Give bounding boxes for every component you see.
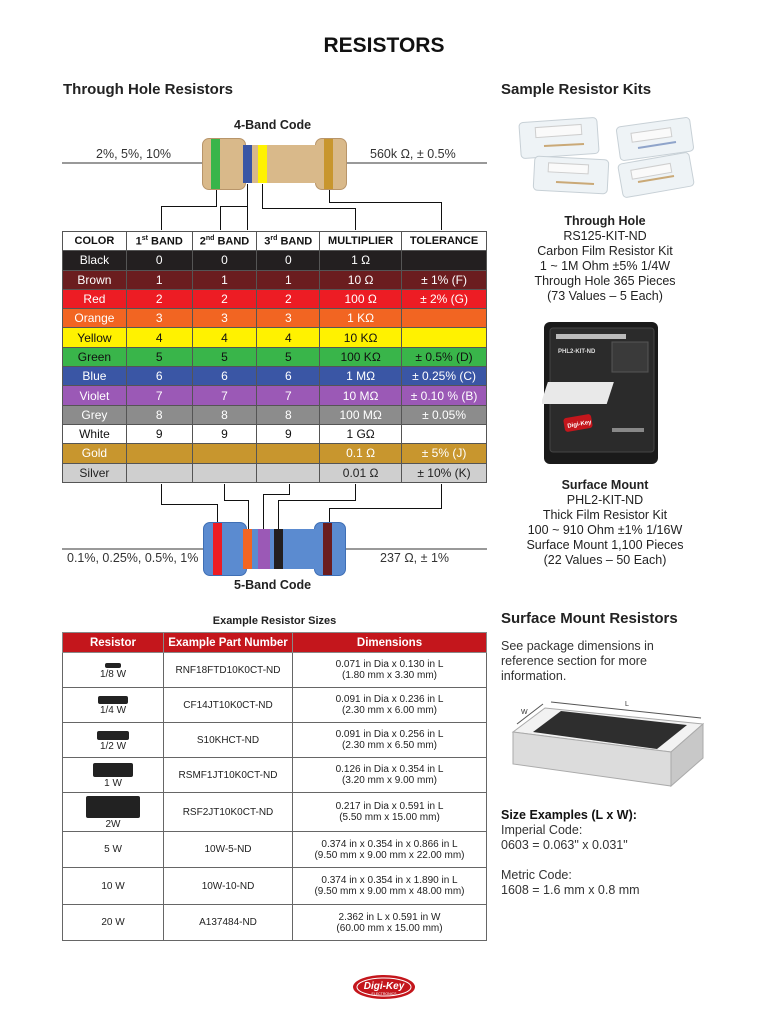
header-band-3: 3rd BAND [257, 232, 320, 251]
color-row-silver [63, 463, 487, 482]
band-2-cell: 8 [192, 405, 257, 424]
part-number-cell: S10KHCT-ND [164, 723, 293, 758]
band-3-cell: 2 [257, 289, 320, 308]
size-row [63, 723, 487, 758]
through-hole-kit-info [500, 214, 710, 304]
digikey-logo [352, 974, 416, 1000]
band-1-cell: 3 [126, 309, 192, 328]
resistor-rating: 1/2 W [99, 740, 127, 752]
smd-resistor-diagram [505, 694, 710, 794]
dimensions-cell [293, 905, 487, 941]
sizes-table-title: Example Resistor Sizes [212, 615, 337, 627]
dimensions-imperial: 0.217 in Dia x 0.591 in L [335, 801, 444, 812]
band-3-cell: 7 [257, 386, 320, 405]
resistor-rating: 1/8 W [99, 668, 127, 680]
band-2-cell: 5 [192, 347, 257, 366]
band-1-cell: 1 [126, 270, 192, 289]
color-row-black [63, 251, 487, 270]
dimensions-cell [293, 793, 487, 832]
color-name-cell: Grey [63, 405, 127, 424]
surface-mount-kit-line: 100 ~ 910 Ohm ±1% 1/16W [527, 523, 683, 537]
resistor-rating-cell [63, 758, 164, 793]
band-1-cell [126, 463, 192, 482]
part-number-cell: RSMF1JT10K0CT-ND [164, 758, 293, 793]
band-1-cell: 9 [126, 424, 192, 443]
kits-heading: Sample Resistor Kits [501, 81, 652, 98]
resistor-size-icon [97, 731, 129, 740]
page-title: RESISTORS [323, 34, 445, 57]
resistor-rating: 20 W [101, 917, 125, 928]
sizes-table-header [63, 633, 487, 653]
color-name-cell: Green [63, 347, 127, 366]
dimensions-cell [293, 723, 487, 758]
size-row [63, 688, 487, 723]
band-2-cell: 4 [192, 328, 257, 347]
through-hole-kit-image [514, 112, 700, 202]
dimensions-cell [293, 688, 487, 723]
dimensions-metric: (9.50 mm x 9.00 mm x 22.00 mm) [314, 849, 465, 861]
through-hole-heading: Through Hole Resistors [63, 81, 234, 98]
band-1-cell: 8 [126, 405, 192, 424]
four-band-right-label: 560k Ω, ± 0.5% [370, 147, 456, 161]
tolerance-cell [402, 424, 487, 443]
color-row-orange [63, 309, 487, 328]
imperial-code-value: 0603 = 0.063" x 0.031" [501, 838, 628, 852]
band-1-cell: 5 [126, 347, 192, 366]
size-examples-label: Size Examples (L x W): [501, 808, 637, 822]
resistor-rating-cell [63, 905, 164, 941]
color-name-cell: Red [63, 289, 127, 308]
band-2-cell: 0 [192, 251, 257, 270]
dimensions-cell [293, 832, 487, 868]
multiplier-cell: 1 GΩ [320, 424, 402, 443]
header-part-number: Example Part Number [164, 633, 293, 653]
band-2-cell: 1 [192, 270, 257, 289]
svg-text:PHL2-KIT-ND: PHL2-KIT-ND [558, 349, 596, 355]
part-number-cell: A137484-ND [164, 905, 293, 941]
five-band-right-label: 237 Ω, ± 1% [380, 551, 450, 565]
band-2-cell [192, 463, 257, 482]
color-row-red [63, 289, 487, 308]
svg-text:W: W [521, 709, 528, 716]
resistor-rating-cell [63, 793, 164, 832]
dimensions-imperial: 0.374 in x 0.354 in x 1.890 in L [321, 875, 458, 886]
header-tolerance: TOLERANCE [402, 232, 487, 251]
band-1-cell: 6 [126, 367, 192, 386]
band-2-cell [192, 444, 257, 463]
svg-text:L: L [625, 701, 629, 708]
band-3-cell: 3 [257, 309, 320, 328]
multiplier-cell: 100 Ω [320, 289, 402, 308]
dimensions-imperial: 0.071 in Dia x 0.130 in L [335, 659, 444, 670]
tolerance-cell [402, 251, 487, 270]
resistor-rating-cell [63, 723, 164, 758]
header-resistor: Resistor [63, 633, 164, 653]
resistor-rating: 1/4 W [99, 705, 127, 716]
size-row [63, 653, 487, 688]
surface-mount-kit-line: Thick Film Resistor Kit [542, 508, 668, 522]
smd-intro: See package dimensions in reference section for more information. [501, 639, 654, 683]
band-3-cell: 5 [257, 347, 320, 366]
color-name-cell: Gold [63, 444, 127, 463]
surface-mount-kit-line: PHL2-KIT-ND [566, 493, 644, 507]
five-band-label: 5-Band Code [234, 578, 312, 592]
color-row-blue [63, 367, 487, 386]
dimensions-metric: (1.80 mm x 3.30 mm) [341, 670, 438, 681]
band-1-cell [126, 444, 192, 463]
smd-heading: Surface Mount Resistors [501, 610, 678, 627]
metric-code-label: Metric Code: [501, 868, 572, 882]
size-row [63, 793, 487, 832]
surface-mount-kit-image [542, 320, 660, 466]
color-name-cell: Violet [63, 386, 127, 405]
resistor-size-icon [105, 663, 121, 668]
color-row-yellow [63, 328, 487, 347]
five-band-left-label: 0.1%, 0.25%, 0.5%, 1% [67, 551, 199, 565]
dimensions-imperial: 0.091 in Dia x 0.236 in L [335, 694, 444, 705]
header-dimensions: Dimensions [293, 633, 487, 653]
tolerance-cell: ± 10% (K) [402, 463, 487, 482]
multiplier-cell: 1 MΩ [320, 367, 402, 386]
size-row [63, 832, 487, 868]
resistor-size-icon [98, 696, 128, 704]
band-3-cell [257, 463, 320, 482]
color-name-cell: Silver [63, 463, 127, 482]
tolerance-cell: ± 0.25% (C) [402, 367, 487, 386]
tolerance-cell: ± 0.5% (D) [402, 347, 487, 366]
resistor-rating: 1 W [104, 778, 122, 789]
svg-text:Digi-Key: Digi-Key [363, 981, 405, 992]
surface-mount-kit-title: Surface Mount [561, 478, 649, 492]
dimensions-imperial: 0.374 in x 0.354 in x 0.866 in L [321, 838, 458, 850]
color-name-cell: Orange [63, 309, 127, 328]
tolerance-cell: ± 1% (F) [402, 270, 487, 289]
size-row [63, 758, 487, 793]
header-band-2: 2nd BAND [192, 232, 257, 251]
resistor-rating: 2W [105, 819, 121, 830]
header-multiplier: MULTIPLIER [320, 232, 402, 251]
four-band-label: 4-Band Code [234, 118, 312, 132]
color-row-grey [63, 405, 487, 424]
color-row-violet [63, 386, 487, 405]
band-3-cell: 6 [257, 367, 320, 386]
band-1-cell: 0 [126, 251, 192, 270]
multiplier-cell: 1 KΩ [320, 309, 402, 328]
band-3-cell: 1 [257, 270, 320, 289]
color-row-brown [63, 270, 487, 289]
color-code-table [62, 231, 487, 483]
resistor-rating-cell [63, 688, 164, 723]
multiplier-cell: 100 MΩ [320, 405, 402, 424]
part-number-cell: 10W-5-ND [164, 832, 293, 868]
resistor-size-icon [93, 763, 133, 777]
dimensions-metric: (3.20 mm x 9.00 mm) [341, 775, 438, 786]
multiplier-cell: 10 Ω [320, 270, 402, 289]
part-number-cell: 10W-10-ND [164, 868, 293, 905]
color-name-cell: Blue [63, 367, 127, 386]
color-row-gold [63, 444, 487, 463]
svg-text:Digi-Key: Digi-Key [566, 419, 593, 430]
part-number-cell: CF14JT10K0CT-ND [164, 688, 293, 723]
metric-code-value: 1608 = 1.6 mm x 0.8 mm [501, 883, 640, 897]
tolerance-cell [402, 309, 487, 328]
dimensions-metric: (9.50 mm x 9.00 mm x 48.00 mm) [314, 886, 465, 897]
sizes-table [62, 632, 487, 941]
through-hole-kit-line: Carbon Film Resistor Kit [537, 244, 673, 258]
band-2-cell: 7 [192, 386, 257, 405]
resistor-rating: 10 W [101, 880, 125, 892]
dimensions-cell [293, 868, 487, 905]
surface-mount-kit-info [500, 478, 710, 568]
dimensions-cell [293, 758, 487, 793]
surface-mount-kit-line: (22 Values – 50 Each) [543, 553, 667, 567]
band-3-cell: 4 [257, 328, 320, 347]
color-name-cell: Yellow [63, 328, 127, 347]
band-2-cell: 3 [192, 309, 257, 328]
svg-text:ELECTRONICS: ELECTRONICS [371, 992, 397, 996]
through-hole-kit-line: Through Hole 365 Pieces [534, 274, 676, 288]
band-1-cell: 7 [126, 386, 192, 405]
tolerance-cell: ± 2% (G) [402, 289, 487, 308]
dimensions-imperial: 2.362 in L x 0.591 in W [338, 911, 441, 923]
through-hole-kit-title: Through Hole [564, 214, 646, 228]
color-name-cell: White [63, 424, 127, 443]
surface-mount-kit-line: Surface Mount 1,100 Pieces [526, 538, 684, 552]
part-number-cell: RSF2JT10K0CT-ND [164, 793, 293, 832]
dimensions-metric: (2.30 mm x 6.50 mm) [341, 740, 438, 751]
through-hole-kit-line: 1 ~ 1M Ohm ±5% 1/4W [539, 259, 671, 273]
dimensions-imperial: 0.091 in Dia x 0.256 in L [335, 729, 444, 740]
band-1-cell: 2 [126, 289, 192, 308]
part-number-cell: RNF18FTD10K0CT-ND [164, 653, 293, 688]
band-3-cell: 8 [257, 405, 320, 424]
resistor-size-icon [86, 796, 140, 818]
multiplier-cell: 10 KΩ [320, 328, 402, 347]
dimensions-imperial: 0.126 in Dia x 0.354 in L [335, 764, 444, 775]
resistor-rating-cell [63, 868, 164, 905]
dimensions-metric: (60.00 mm x 15.00 mm) [336, 922, 443, 934]
band-2-cell: 6 [192, 367, 257, 386]
dimensions-cell [293, 653, 487, 688]
multiplier-cell: 10 MΩ [320, 386, 402, 405]
color-table-header [63, 232, 487, 251]
band-2-cell: 9 [192, 424, 257, 443]
size-row [63, 905, 487, 941]
resistor-rating-cell [63, 832, 164, 868]
dimensions-metric: (5.50 mm x 15.00 mm) [339, 812, 440, 823]
band-3-cell: 9 [257, 424, 320, 443]
size-row [63, 868, 487, 905]
tolerance-cell: ± 0.05% [402, 405, 487, 424]
through-hole-kit-line: RS125-KIT-ND [563, 229, 647, 243]
imperial-code-label: Imperial Code: [501, 823, 583, 837]
tolerance-cell: ± 0.10 % (B) [402, 386, 487, 405]
header-band-1: 1st BAND [126, 232, 192, 251]
band-3-cell: 0 [257, 251, 320, 270]
multiplier-cell: 0.01 Ω [320, 463, 402, 482]
band-1-cell: 4 [126, 328, 192, 347]
multiplier-cell: 100 KΩ [320, 347, 402, 366]
resistor-rating: 5 W [104, 844, 122, 855]
dimensions-metric: (2.30 mm x 6.00 mm) [341, 705, 438, 716]
tolerance-cell: ± 5% (J) [402, 444, 487, 463]
color-row-white [63, 424, 487, 443]
color-name-cell: Brown [63, 270, 127, 289]
through-hole-kit-line: (73 Values – 5 Each) [547, 289, 663, 303]
color-name-cell: Black [63, 251, 127, 270]
four-band-left-label: 2%, 5%, 10% [96, 147, 172, 161]
header-color: COLOR [63, 232, 127, 251]
multiplier-cell: 1 Ω [320, 251, 402, 270]
color-row-green [63, 347, 487, 366]
band-3-cell [257, 444, 320, 463]
band-2-cell: 2 [192, 289, 257, 308]
resistor-rating-cell [63, 653, 164, 688]
multiplier-cell: 0.1 Ω [320, 444, 402, 463]
tolerance-cell [402, 328, 487, 347]
